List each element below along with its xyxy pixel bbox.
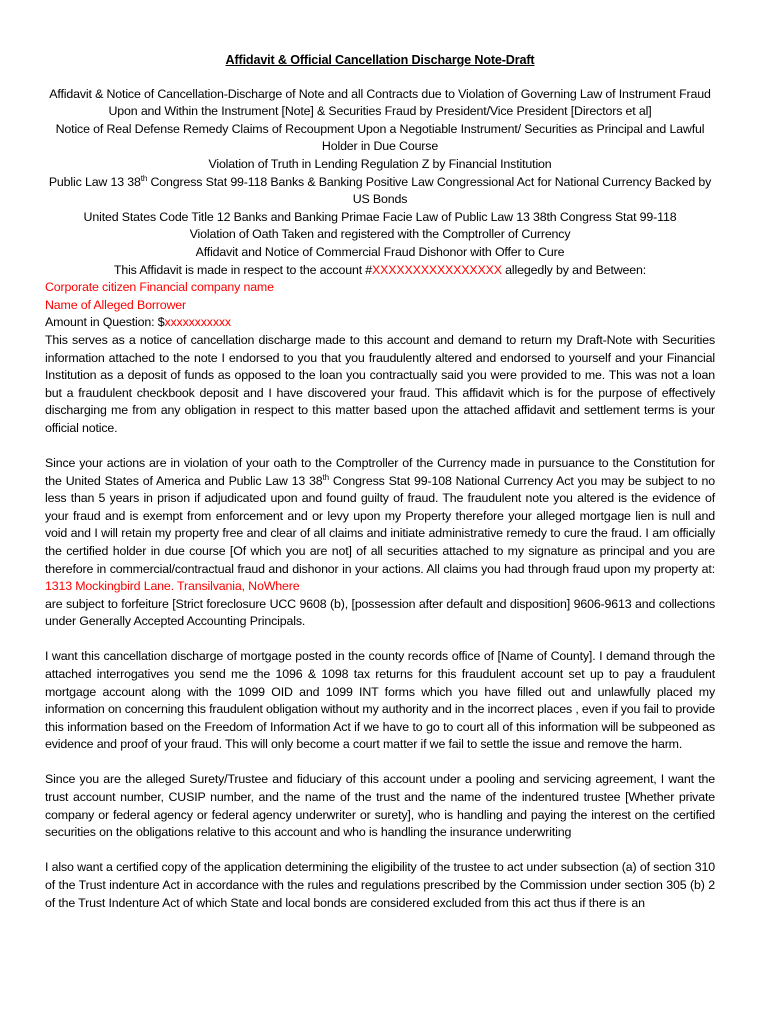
document-page bbox=[45, 52, 715, 912]
public-law-sup: th bbox=[140, 173, 148, 183]
header-line-2: Notice of Real Defense Remedy Claims of Recoupment Upon a Negotiable Instrument/ Securities as Principal and Lawful Holder in Due Course bbox=[55, 121, 705, 154]
public-law-post: Congress Stat 99-118 Banks & Banking Positive Law Congressional Act for National Currency Backed by US Bonds bbox=[147, 174, 712, 207]
property-address: 1313 Mockingbird Lane. Transilvania, NoWhere bbox=[45, 579, 300, 594]
affidavit-account-line bbox=[45, 262, 715, 280]
para2-post: are subject to forfeiture [Strict foreclosure UCC 9608 (b), [possession after default and disposition] 9606-9613 and collections under Generally Accepted Accounting Principals. bbox=[45, 596, 715, 629]
header-line-dishonor: Affidavit and Notice of Commercial Fraud Dishonor with Offer to Cure bbox=[195, 244, 565, 259]
amount-label: Amount in Question: $ bbox=[45, 315, 165, 330]
amount-value: xxxxxxxxxxx bbox=[164, 315, 231, 330]
para2-mid: Congress Stat 99-108 National Currency Act you may be subject to no less than 5 years in prison if adjudicated upon and found guilty of fraud. The fraudulent note you altered is the evidence of your fraud and is exempt from enforcement and or levy upon my Property therefore your alleged mortgage lien is null and void and I will retain my property free and clear of all claims and initiate administrative remedy to cure the fraud. I am officially the certified holder in due course [Of which you are not] of all securities attached to my signature as principal and you are therefore in commercial/contractual fraud and dishonor in your actions. All claims you had through fraud upon my property at: bbox=[45, 473, 716, 576]
borrower-name: Name of Alleged Borrower bbox=[45, 297, 187, 312]
paragraph-3: I want this cancellation discharge of mortgage posted in the county records office of [Name of County]. I demand through the attached interrogatives you send me the 1096 & 1098 tax returns for this fraudulent account set up to pay a fraudulent mortgage account along with the 1099 OID and 1099 INT forms which you have filled out and unlawfully placed my information on concerning this fraudulent obligation without my authority and in the incorrect places , even if you fail to provide this information based on the Freedom of Information Act if we have to go to court all of this information will be subpeoned as evidence and proof of your fraud. This will only become a court matter if we fail to settle the issue and remove the harm. bbox=[45, 649, 715, 752]
para2-sup: th bbox=[322, 472, 329, 482]
header-line-3: Violation of Truth in Lending Regulation Z by Financial Institution bbox=[208, 156, 552, 171]
header-line-1: Affidavit & Notice of Cancellation-Discharge of Note and all Contracts due to Violation of Governing Law of Instrument Fraud Upon and Within the Instrument [Note] & Securities Fraud by President/Vice President [Directors et al] bbox=[49, 86, 711, 119]
paragraph-2 bbox=[45, 455, 715, 631]
header-public-law bbox=[45, 174, 715, 209]
amount-line bbox=[45, 314, 715, 332]
account-number: XXXXXXXXXXXXXXXX bbox=[372, 262, 502, 277]
header-line-usc: United States Code Title 12 Banks and Banking Primae Facie Law of Public Law 13 38th Congress Stat 99-118 bbox=[83, 209, 677, 224]
affidavit-post: allegedly by and Between: bbox=[501, 262, 647, 277]
paragraph-1: This serves as a notice of cancellation discharge made to this account and demand to return my Draft-Note with Securities information attached to the note I endorsed to you that you fraudulently altered and endorsed to yourself and your Financial Institution as a deposit of funds as opposed to the loan you contractually said you were provided to me. This was not a loan but a fraudulent checkbook deposit and I have discovered your fraud. This affidavit which is for the purpose of effectively discharging me from any obligation in respect to this matter based upon the attached affidavit and settlement terms is your official notice. bbox=[45, 332, 715, 435]
header-line-oath: Violation of Oath Taken and registered with the Comptroller of Currency bbox=[189, 227, 571, 242]
paragraph-5: I also want a certified copy of the application determining the eligibility of the trustee to act under subsection (a) of section 310 of the Trust indenture Act in accordance with the rules and regulations prescribed by the Commission under section 305 (b) 2 of the Trust Indenture Act of which State and local bonds are considered excluded from this act thus if there is an bbox=[45, 860, 715, 910]
company-name: Corporate citizen Financial company name bbox=[45, 280, 274, 295]
para2-pre: Since your actions are in violation of your oath to the Comptroller of the Currency made in pursuance to the Constitution for the United States of America and Public Law 13 38 bbox=[45, 455, 715, 488]
public-law-pre: Public Law 13 38 bbox=[48, 174, 141, 189]
paragraph-4: Since you are the alleged Surety/Trustee and fiduciary of this account under a pooling and servicing agreement, I want the trust account number, CUSIP number, and the name of the trust and the name of the indentured trustee [Whether private company or federal agency or federal agency underwriter or surety], who is handling and paying the interest on the certified securities on the obligations relative to this account and who is handling the insurance underwriting bbox=[45, 772, 715, 840]
document-title: Affidavit & Official Cancellation Discharge Note-Draft bbox=[225, 53, 535, 67]
affidavit-pre: This Affidavit is made in respect to the account # bbox=[113, 262, 373, 277]
